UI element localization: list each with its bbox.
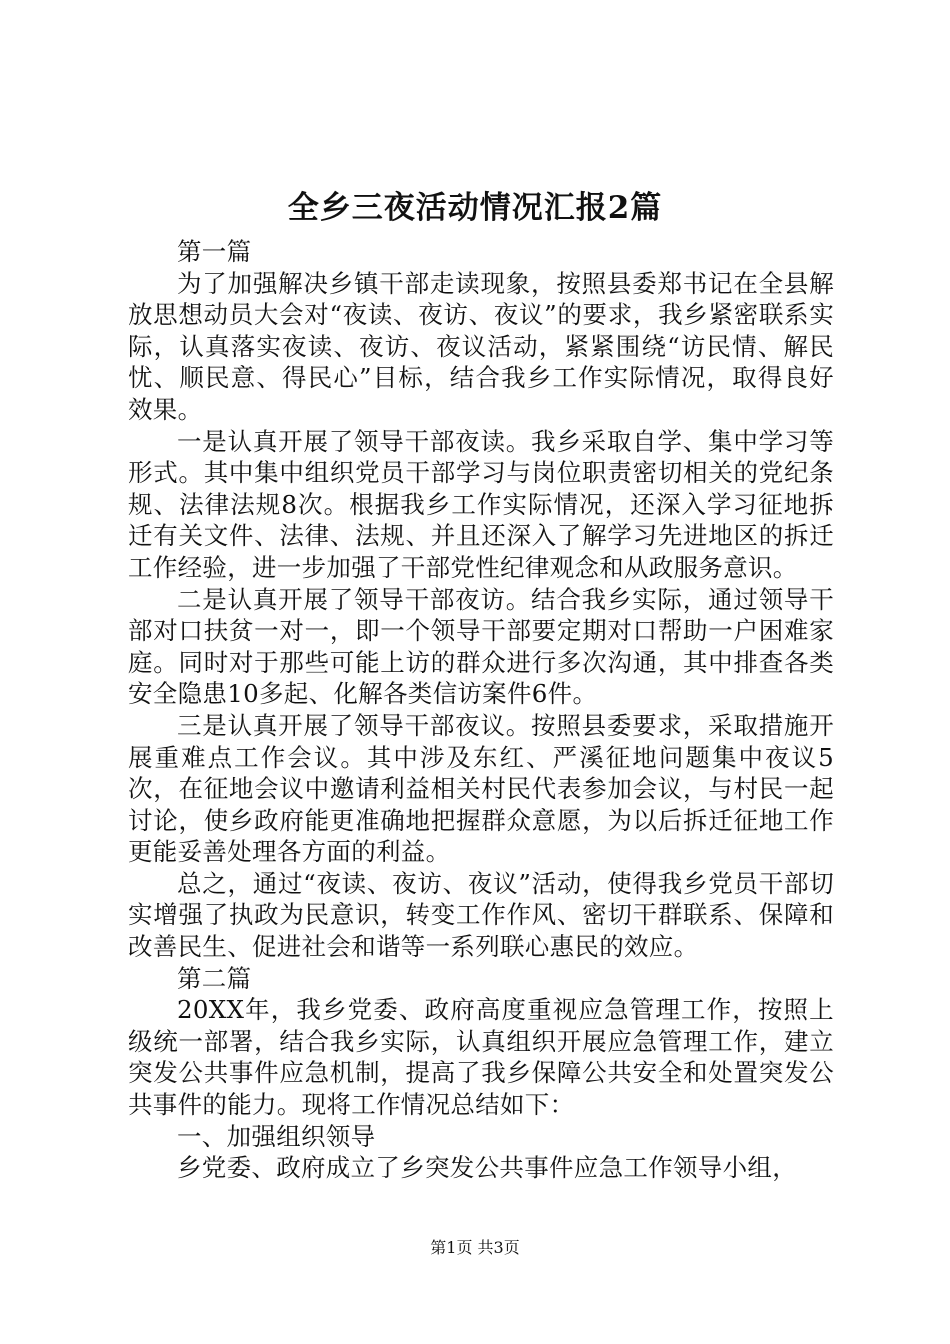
- document-body: [128, 236, 834, 1184]
- paragraph-night-reading: 一是认真开展了领导干部夜读。我乡采取自学、集中学习等形式。其中集中组织党员干部学习与岗位职责密切相关的党纪条规、法律法规8次。根据我乡工作实际情况，还深入学习征地拆迁有关文件、法律、法规、并且还深入了解学习先进地区的拆迁工作经验，进一步加强了干部党性纪律观念和从政服务意识。: [128, 426, 834, 582]
- document-title: 全乡三夜活动情况汇报2篇: [287, 190, 663, 226]
- paragraph-summary: 总之，通过“夜读、夜访、夜议”活动，使得我乡党员干部切实增强了执政为民意识，转变工作作风、密切干群联系、保障和改善民生、促进社会和谐等一系列联心惠民的效应。: [128, 868, 834, 962]
- section-heading-part-one: 第一篇: [177, 237, 252, 266]
- paragraph-emergency-intro: 20XX年，我乡党委、政府高度重视应急管理工作，按照上级统一部署，结合我乡实际，认真组织开展应急管理工作，建立突发公共事件应急机制，提高了我乡保障公共安全和处置突发公共事件的能力。现将工作情况总结如下：: [128, 995, 834, 1120]
- page-footer: 第1页 共3页: [430, 1238, 520, 1257]
- paragraph-intro: 为了加强解决乡镇干部走读现象，按照县委郑书记在全县解放思想动员大会对“夜读、夜访、夜议”的要求，我乡紧密联系实际，认真落实夜读、夜访、夜议活动，紧紧围绕“访民情、解民忧、顺民意、得民心”目标，结合我乡工作实际情况，取得良好效果。: [128, 268, 835, 424]
- paragraph-night-discussion: 三是认真开展了领导干部夜议。按照县委要求，采取措施开展重难点工作会议。其中涉及东红、严溪征地问题集中夜议5次，在征地会议中邀请利益相关村民代表参加会议，与村民一起讨论，使乡政府能更准确地把握群众意愿，为以后拆迁征地工作更能妥善处理各方面的利益。: [128, 710, 834, 867]
- section-heading-part-two: 第二篇: [177, 963, 252, 993]
- paragraph-leadership-group: 乡党委、政府成立了乡突发公共事件应急工作领导小组，: [177, 1153, 797, 1183]
- paragraph-night-visits: 二是认真开展了领导干部夜访。结合我乡实际，通过领导干部对口扶贫一对一，即一个领导干部要定期对口帮助一户困难家庭。同时对于那些可能上访的群众进行多次沟通，其中排查各类安全隐患10多起、化解各类信访案件6件。: [128, 584, 834, 709]
- subheading-organization: 一、加强组织领导: [177, 1121, 376, 1151]
